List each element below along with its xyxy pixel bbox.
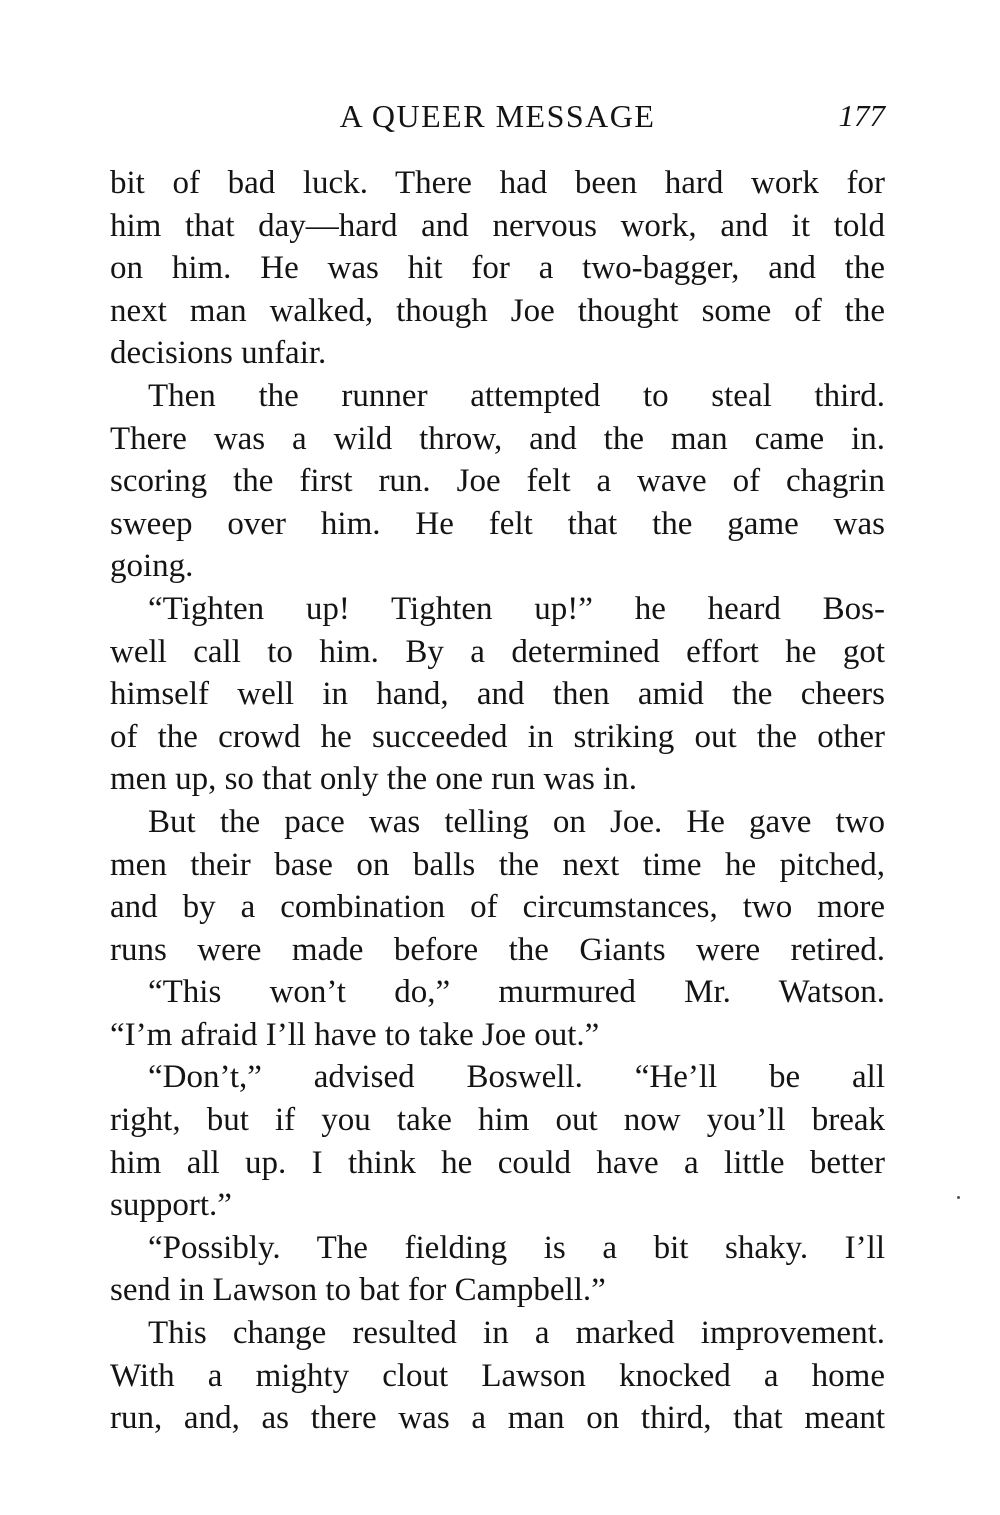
text-line: But the pace was telling on Joe. He gave two [148, 803, 885, 840]
text-line: “I’m afraid I’ll have to take Joe out.” [110, 1016, 600, 1053]
text-line: This change resulted in a marked improvement. [148, 1315, 885, 1352]
text-line: him all up. I think he could have a little better [110, 1144, 885, 1181]
text-line: Then the runner attempted to steal third. [148, 377, 885, 414]
text-line: bit of bad luck. There had been hard work for [110, 165, 885, 201]
text-line: With a mighty clout Lawson knocked a home [110, 1357, 885, 1394]
text-line: run, and, as there was a man on third, that meant [110, 1400, 885, 1437]
text-line: “This won’t do,” murmured Mr. Watson. [148, 974, 885, 1011]
text-line: on him. He was hit for a two-bagger, and the [110, 250, 885, 287]
text-line: going. [110, 548, 194, 585]
text-line: right, but if you take him out now you’ll break [110, 1102, 885, 1139]
text-line: sweep over him. He felt that the game was [110, 505, 885, 542]
text-line: and by a combination of circumstances, two more [110, 889, 885, 926]
text-line: There was a wild throw, and the man came in. [110, 420, 885, 457]
text-line: men up, so that only the one run was in. [110, 761, 638, 798]
running-head [110, 95, 885, 137]
text-line: him that day—hard and nervous work, and it told [110, 207, 885, 244]
text-line: send in Lawson to bat for Campbell.” [110, 1272, 606, 1309]
text-line: himself well in hand, and then amid the cheers [110, 676, 885, 713]
body-text [110, 162, 885, 1440]
text-line: next man walked, though Joe thought some of the [110, 292, 885, 329]
text-line: men their base on balls the next time he pitched, [110, 846, 885, 883]
text-line: support.” [110, 1187, 232, 1224]
text-line: runs were made before the Giants were retired. [110, 931, 885, 968]
text-line: “Tighten up! Tighten up!” he heard Bos- [148, 590, 885, 627]
page-number: 177 [838, 98, 885, 133]
text-line: decisions unfair. [110, 335, 327, 372]
running-title: A QUEER MESSAGE [339, 98, 656, 134]
text-line: of the crowd he succeeded in striking out the other [110, 718, 885, 755]
scan-speck [957, 1196, 960, 1199]
text-line: “Don’t,” advised Boswell. “He’ll be all [148, 1059, 885, 1096]
text-line: “Possibly. The fielding is a bit shaky. I’ll [148, 1229, 885, 1266]
text-line: well call to him. By a determined effort he got [110, 633, 885, 670]
text-line: scoring the first run. Joe felt a wave of chagrin [110, 463, 885, 500]
